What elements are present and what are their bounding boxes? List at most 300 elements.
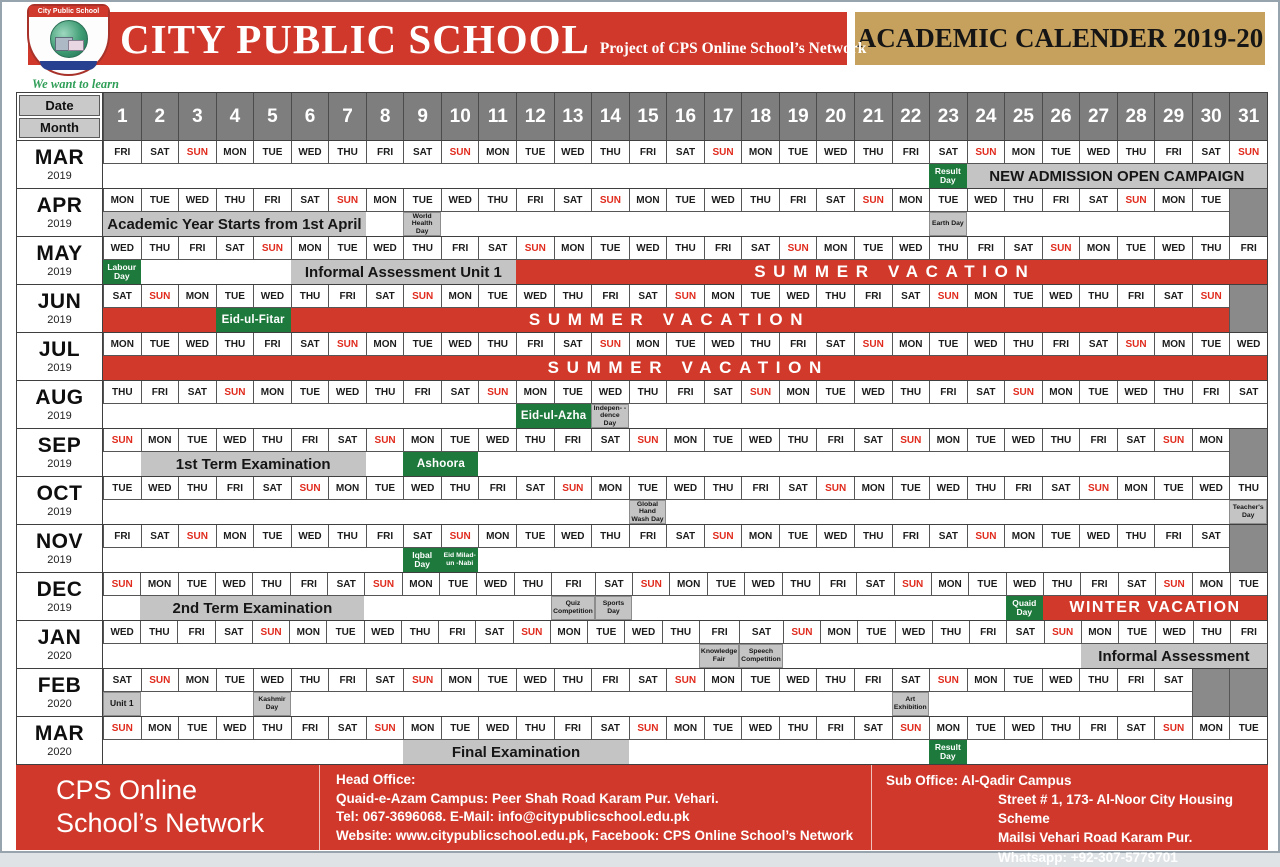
event-gray: Kashmir Day bbox=[253, 692, 291, 716]
day-cell: THU bbox=[929, 237, 967, 260]
day-cell: THU bbox=[478, 189, 516, 212]
day-cell: FRI bbox=[253, 189, 291, 212]
day-cell: WED bbox=[741, 717, 779, 740]
day-cell: THU bbox=[1117, 525, 1155, 548]
date-number-27: 27 bbox=[1079, 93, 1117, 140]
event-gray-bar: NEW ADMISSION OPEN CAMPAIGN bbox=[967, 164, 1267, 188]
day-cell: SAT bbox=[1004, 237, 1042, 260]
day-cell: SUN bbox=[554, 477, 592, 500]
day-cell: SUN bbox=[666, 669, 704, 692]
day-cell: THU bbox=[892, 381, 930, 404]
day-cell: FRI bbox=[1080, 573, 1117, 596]
date-number-2: 2 bbox=[141, 93, 179, 140]
date-number-24: 24 bbox=[967, 93, 1005, 140]
day-cell: THU bbox=[403, 237, 441, 260]
day-cell: MON bbox=[892, 333, 930, 356]
day-cell: WED bbox=[554, 525, 592, 548]
event-green: Iqbal Day bbox=[403, 548, 441, 572]
head-office-contact: Tel: 067-3696068. E-Mail: info@citypublicschool.edu.pk bbox=[336, 809, 690, 825]
month-row-jul-2019 bbox=[17, 332, 1267, 380]
day-cell: MON bbox=[1081, 621, 1118, 644]
date-number-28: 28 bbox=[1117, 93, 1155, 140]
date-number-6: 6 bbox=[291, 93, 329, 140]
sub-office-block bbox=[872, 765, 1268, 865]
day-cell: SUN bbox=[929, 669, 967, 692]
day-cell: MON bbox=[1117, 477, 1155, 500]
day-cell: TUE bbox=[779, 141, 817, 164]
day-cell: THU bbox=[252, 573, 289, 596]
day-cell: THU bbox=[1004, 189, 1042, 212]
month-row-apr-2019 bbox=[17, 188, 1267, 236]
date-number-22: 22 bbox=[892, 93, 930, 140]
corner-date-label: Date bbox=[19, 95, 100, 116]
day-cell: FRI bbox=[666, 381, 704, 404]
day-cell: FRI bbox=[629, 525, 667, 548]
day-cell: THU bbox=[1004, 333, 1042, 356]
day-cell: MON bbox=[629, 333, 667, 356]
day-cell: WED bbox=[364, 621, 401, 644]
day-cell: SAT bbox=[1192, 525, 1230, 548]
day-cell: THU bbox=[140, 621, 177, 644]
day-cell: SAT bbox=[216, 237, 254, 260]
calendar-table bbox=[16, 92, 1268, 765]
month-name: NOV bbox=[35, 530, 83, 553]
day-cell: THU bbox=[554, 669, 592, 692]
day-cell: SAT bbox=[1154, 285, 1192, 308]
day-cell: THU bbox=[216, 189, 254, 212]
calendar-header-row bbox=[17, 93, 1267, 140]
day-cell: WED bbox=[441, 189, 479, 212]
day-cell: SAT bbox=[629, 285, 667, 308]
day-cell: FRI bbox=[177, 621, 214, 644]
day-cell: FRI bbox=[854, 669, 892, 692]
day-cell: SAT bbox=[1117, 717, 1155, 740]
day-cell: TUE bbox=[704, 717, 742, 740]
day-cell: THU bbox=[253, 717, 291, 740]
day-cell: TUE bbox=[929, 333, 967, 356]
month-year: 2019 bbox=[47, 458, 72, 470]
date-number-25: 25 bbox=[1004, 93, 1042, 140]
day-cell: SUN bbox=[1229, 141, 1267, 164]
month-year: 2020 bbox=[47, 746, 72, 758]
day-cell: SAT bbox=[328, 717, 366, 740]
day-cell: SAT bbox=[1079, 189, 1117, 212]
day-cell: WED bbox=[591, 381, 629, 404]
day-cell: THU bbox=[554, 285, 592, 308]
day-cell: FRI bbox=[967, 237, 1005, 260]
day-cell: FRI bbox=[1230, 621, 1267, 644]
day-cell: SUN bbox=[892, 717, 930, 740]
month-row-nov-2019 bbox=[17, 524, 1267, 572]
day-cell: SUN bbox=[591, 333, 629, 356]
month-label bbox=[17, 525, 103, 572]
date-number-1: 1 bbox=[103, 93, 141, 140]
day-cell: MON bbox=[216, 525, 254, 548]
day-cell: THU bbox=[516, 429, 554, 452]
day-cell: FRI bbox=[554, 717, 592, 740]
day-cell: SUN bbox=[103, 717, 141, 740]
day-cell: SAT bbox=[704, 381, 742, 404]
day-cell: MON bbox=[554, 237, 592, 260]
day-cell: WED bbox=[1117, 381, 1155, 404]
day-cell: WED bbox=[1229, 333, 1267, 356]
day-cell: FRI bbox=[1079, 717, 1117, 740]
day-cell: MON bbox=[892, 189, 930, 212]
month-row-sep-2019 bbox=[17, 428, 1267, 476]
day-cell: FRI bbox=[892, 525, 930, 548]
day-cell: THU bbox=[1117, 141, 1155, 164]
day-cell: SUN bbox=[666, 285, 704, 308]
corner-month-label: Month bbox=[19, 118, 100, 139]
day-cell: MON bbox=[291, 237, 329, 260]
day-cell: THU bbox=[741, 189, 779, 212]
day-cell: SAT bbox=[779, 477, 817, 500]
day-cell: THU bbox=[704, 477, 742, 500]
day-cell: MON bbox=[591, 477, 629, 500]
day-cell: SAT bbox=[892, 285, 930, 308]
date-number-14: 14 bbox=[591, 93, 629, 140]
day-cell: FRI bbox=[438, 621, 475, 644]
month-name: JUL bbox=[38, 338, 81, 361]
day-cell: SAT bbox=[1079, 333, 1117, 356]
day-cell: WED bbox=[741, 429, 779, 452]
day-cell: SAT bbox=[929, 525, 967, 548]
day-cell: SUN bbox=[1117, 333, 1155, 356]
day-cell: THU bbox=[591, 525, 629, 548]
day-cell: MON bbox=[629, 189, 667, 212]
day-cell: TUE bbox=[1079, 381, 1117, 404]
day-cell: TUE bbox=[516, 141, 554, 164]
day-cell: TUE bbox=[441, 717, 479, 740]
day-cell: FRI bbox=[554, 429, 592, 452]
day-cell: THU bbox=[1079, 285, 1117, 308]
month-year: 2020 bbox=[47, 650, 72, 662]
day-cell: WED bbox=[816, 141, 854, 164]
day-cell: FRI bbox=[290, 573, 327, 596]
day-cell: SAT bbox=[739, 621, 783, 644]
day-cell: SAT bbox=[291, 333, 329, 356]
day-cell: MON bbox=[141, 717, 179, 740]
day-cell: MON bbox=[741, 141, 779, 164]
day-cell: SUN bbox=[1154, 717, 1192, 740]
day-cell: WED bbox=[253, 285, 291, 308]
day-cell: WED bbox=[253, 669, 291, 692]
month-name: MAY bbox=[36, 242, 83, 265]
month-label bbox=[17, 669, 103, 716]
day-cell: THU bbox=[1079, 669, 1117, 692]
day-cell: SAT bbox=[253, 477, 291, 500]
day-cell: FRI bbox=[929, 381, 967, 404]
date-number-4: 4 bbox=[216, 93, 254, 140]
month-label bbox=[17, 717, 103, 764]
month-label bbox=[17, 237, 103, 284]
day-cell: WED bbox=[516, 669, 554, 692]
day-cell: FRI bbox=[103, 141, 141, 164]
day-cell: SUN bbox=[178, 141, 216, 164]
day-cell: WED bbox=[291, 141, 329, 164]
day-cell: WED bbox=[291, 525, 329, 548]
day-cell: SAT bbox=[291, 189, 329, 212]
day-cell: WED bbox=[554, 141, 592, 164]
day-cell: THU bbox=[516, 717, 554, 740]
day-cell: WED bbox=[1004, 717, 1042, 740]
month-name: JUN bbox=[37, 290, 82, 313]
event-gray-bar: Final Examination bbox=[403, 740, 628, 764]
day-cell: WED bbox=[476, 573, 513, 596]
day-cell: TUE bbox=[967, 429, 1005, 452]
event-green: Labour Day bbox=[103, 260, 141, 284]
day-cell: WED bbox=[178, 333, 216, 356]
day-cell: FRI bbox=[291, 717, 329, 740]
school-name: CITY PUBLIC SCHOOL bbox=[120, 15, 590, 62]
day-cell: THU bbox=[782, 573, 819, 596]
day-cell: FRI bbox=[779, 333, 817, 356]
day-cell: TUE bbox=[178, 573, 215, 596]
date-number-17: 17 bbox=[704, 93, 742, 140]
day-cell: FRI bbox=[516, 189, 554, 212]
day-cell: THU bbox=[328, 141, 366, 164]
event-green: Eid-ul-Azha bbox=[516, 404, 591, 428]
day-cell: SUN bbox=[441, 141, 479, 164]
day-cell: WED bbox=[967, 189, 1005, 212]
day-cell: TUE bbox=[516, 525, 554, 548]
school-logo bbox=[27, 4, 110, 76]
day-cell: THU bbox=[253, 429, 291, 452]
day-cell: SUN bbox=[929, 285, 967, 308]
day-cell: SUN bbox=[1155, 573, 1192, 596]
day-cell: THU bbox=[1042, 717, 1080, 740]
day-cell: TUE bbox=[216, 669, 254, 692]
event-gray: Speech Competition bbox=[739, 644, 783, 668]
day-cell: SAT bbox=[1006, 621, 1043, 644]
month-label bbox=[17, 285, 103, 332]
event-gray: Sports Day bbox=[595, 596, 632, 620]
day-cell: WED bbox=[141, 477, 179, 500]
day-cell: FRI bbox=[103, 525, 141, 548]
date-number-8: 8 bbox=[366, 93, 404, 140]
day-cell: SAT bbox=[1192, 141, 1230, 164]
day-cell: MON bbox=[441, 669, 479, 692]
month-label bbox=[17, 477, 103, 524]
day-cell: WED bbox=[103, 621, 140, 644]
day-cell: MON bbox=[669, 573, 706, 596]
day-cell: TUE bbox=[1042, 141, 1080, 164]
day-cell: SUN bbox=[892, 429, 930, 452]
month-year: 2020 bbox=[47, 698, 72, 710]
day-cell: THU bbox=[967, 477, 1005, 500]
day-cell: TUE bbox=[216, 285, 254, 308]
day-cell: TUE bbox=[366, 477, 404, 500]
day-cell: TUE bbox=[1042, 525, 1080, 548]
day-cell: SAT bbox=[967, 381, 1005, 404]
day-cell: SUN bbox=[478, 381, 516, 404]
day-cell: MON bbox=[1154, 189, 1192, 212]
day-cell: SAT bbox=[856, 573, 893, 596]
day-cell: SAT bbox=[403, 525, 441, 548]
date-number-5: 5 bbox=[253, 93, 291, 140]
day-cell: MON bbox=[441, 285, 479, 308]
day-cell: THU bbox=[854, 141, 892, 164]
calendar-body bbox=[17, 140, 1267, 764]
empty-day-cell bbox=[1229, 669, 1267, 716]
day-cell: SAT bbox=[141, 525, 179, 548]
day-cell: SUN bbox=[704, 525, 742, 548]
month-name: MAR bbox=[34, 722, 85, 745]
empty-day-cell bbox=[1229, 285, 1267, 332]
day-cell: MON bbox=[103, 189, 141, 212]
day-cell: WED bbox=[779, 669, 817, 692]
day-cell: FRI bbox=[591, 669, 629, 692]
event-gray: Knowledge Fair bbox=[699, 644, 739, 668]
day-cell: WED bbox=[779, 285, 817, 308]
day-cell: FRI bbox=[1154, 525, 1192, 548]
sub-office-campus: Al-Qadir Campus bbox=[961, 773, 1072, 788]
day-cell: WED bbox=[178, 189, 216, 212]
day-cell: MON bbox=[666, 429, 704, 452]
day-cell: FRI bbox=[741, 477, 779, 500]
sub-office-whatsapp: Whatsapp: +92-307-5779701 bbox=[998, 849, 1178, 865]
day-cell: THU bbox=[401, 621, 438, 644]
day-cell: MON bbox=[289, 621, 326, 644]
day-cell: FRI bbox=[328, 285, 366, 308]
day-cell: SAT bbox=[441, 381, 479, 404]
day-cell: WED bbox=[666, 477, 704, 500]
day-cell: THU bbox=[662, 621, 699, 644]
day-cell: TUE bbox=[141, 333, 179, 356]
day-cell: WED bbox=[478, 429, 516, 452]
day-cell: THU bbox=[291, 285, 329, 308]
day-cell: THU bbox=[1193, 621, 1230, 644]
event-gray: Global Hand Wash Day bbox=[629, 500, 667, 524]
day-cell: THU bbox=[932, 621, 969, 644]
event-red-bar: SUMMER VACATION bbox=[516, 260, 1267, 284]
day-cell: TUE bbox=[1118, 621, 1155, 644]
event-green: Result Day bbox=[929, 740, 967, 764]
day-cell: SAT bbox=[478, 237, 516, 260]
month-label bbox=[17, 429, 103, 476]
day-cell: MON bbox=[704, 669, 742, 692]
day-cell: WED bbox=[1042, 285, 1080, 308]
day-cell: FRI bbox=[291, 429, 329, 452]
day-cell: MON bbox=[1192, 573, 1229, 596]
event-gray-bar: 1st Term Examination bbox=[141, 452, 366, 476]
date-number-18: 18 bbox=[741, 93, 779, 140]
day-cell: TUE bbox=[854, 237, 892, 260]
day-cell: SUN bbox=[328, 189, 366, 212]
day-cell: TUE bbox=[1004, 669, 1042, 692]
day-cell: TUE bbox=[704, 429, 742, 452]
day-cell: SUN bbox=[366, 429, 404, 452]
day-cell: TUE bbox=[968, 573, 1005, 596]
empty-day-cell bbox=[1229, 525, 1267, 572]
day-cell: MON bbox=[402, 573, 439, 596]
day-cell: MON bbox=[178, 285, 216, 308]
date-number-23: 23 bbox=[929, 93, 967, 140]
day-cell: THU bbox=[1229, 477, 1267, 500]
day-cell: SUN bbox=[516, 237, 554, 260]
day-cell: TUE bbox=[741, 669, 779, 692]
day-cell: MON bbox=[403, 717, 441, 740]
day-cell: MON bbox=[103, 333, 141, 356]
day-cell: THU bbox=[1042, 429, 1080, 452]
day-cell: WED bbox=[1079, 141, 1117, 164]
day-cell: FRI bbox=[178, 237, 216, 260]
day-cell: FRI bbox=[629, 141, 667, 164]
day-cell: SUN bbox=[783, 621, 820, 644]
day-cell: SAT bbox=[1042, 477, 1080, 500]
day-cell: MON bbox=[816, 237, 854, 260]
day-cell: TUE bbox=[666, 189, 704, 212]
date-number-7: 7 bbox=[328, 93, 366, 140]
day-cell: SAT bbox=[591, 429, 629, 452]
day-cell: SAT bbox=[215, 621, 252, 644]
day-cell: THU bbox=[103, 381, 141, 404]
day-cell: MON bbox=[779, 381, 817, 404]
date-number-29: 29 bbox=[1154, 93, 1192, 140]
event-green: Eid Milad-un -Nabi bbox=[441, 548, 479, 572]
day-cell: FRI bbox=[854, 285, 892, 308]
day-cell: TUE bbox=[741, 285, 779, 308]
month-year: 2019 bbox=[47, 554, 72, 566]
day-cell: WED bbox=[1006, 573, 1043, 596]
day-cell: TUE bbox=[439, 573, 476, 596]
day-cell: THU bbox=[779, 429, 817, 452]
event-red-bar: SUMMER VACATION bbox=[103, 308, 1229, 332]
day-cell: MON bbox=[1192, 429, 1230, 452]
day-cell: MON bbox=[931, 573, 968, 596]
day-cell: MON bbox=[366, 189, 404, 212]
day-cell: SUN bbox=[291, 477, 329, 500]
day-cell: MON bbox=[1192, 717, 1230, 740]
date-number-3: 3 bbox=[178, 93, 216, 140]
day-cell: MON bbox=[216, 141, 254, 164]
day-cell: SUN bbox=[103, 573, 140, 596]
event-gray: Indepen- -dence Day bbox=[591, 404, 629, 428]
month-year: 2019 bbox=[47, 410, 72, 422]
month-row-dec-2019 bbox=[17, 572, 1267, 620]
month-year: 2019 bbox=[47, 602, 72, 614]
day-cell: WED bbox=[1192, 477, 1230, 500]
day-cell: SAT bbox=[595, 573, 632, 596]
day-cell: TUE bbox=[779, 525, 817, 548]
day-cell: SAT bbox=[629, 669, 667, 692]
day-cell: THU bbox=[1192, 237, 1230, 260]
day-cell: MON bbox=[550, 621, 587, 644]
event-red-bar: WINTER VACATION bbox=[1043, 596, 1267, 620]
empty-day-cell bbox=[1229, 429, 1267, 476]
day-cell: THU bbox=[816, 285, 854, 308]
day-cell: SAT bbox=[327, 573, 364, 596]
day-cell: MON bbox=[1079, 237, 1117, 260]
day-cell: FRI bbox=[441, 237, 479, 260]
day-cell: SAT bbox=[366, 285, 404, 308]
day-cell: THU bbox=[514, 573, 551, 596]
day-cell: TUE bbox=[253, 141, 291, 164]
day-cell: SAT bbox=[1118, 573, 1155, 596]
month-year: 2019 bbox=[47, 170, 72, 182]
day-cell: MON bbox=[140, 573, 177, 596]
day-cell: MON bbox=[328, 477, 366, 500]
footer-band bbox=[16, 765, 1268, 865]
day-cell: SUN bbox=[632, 573, 669, 596]
day-cell: THU bbox=[1154, 381, 1192, 404]
day-cell: FRI bbox=[478, 477, 516, 500]
event-gray-bar: Informal Assessment bbox=[1081, 644, 1267, 668]
month-name: SEP bbox=[37, 434, 82, 457]
day-cell: WED bbox=[1079, 525, 1117, 548]
day-cell: WED bbox=[1042, 669, 1080, 692]
day-cell: MON bbox=[478, 525, 516, 548]
